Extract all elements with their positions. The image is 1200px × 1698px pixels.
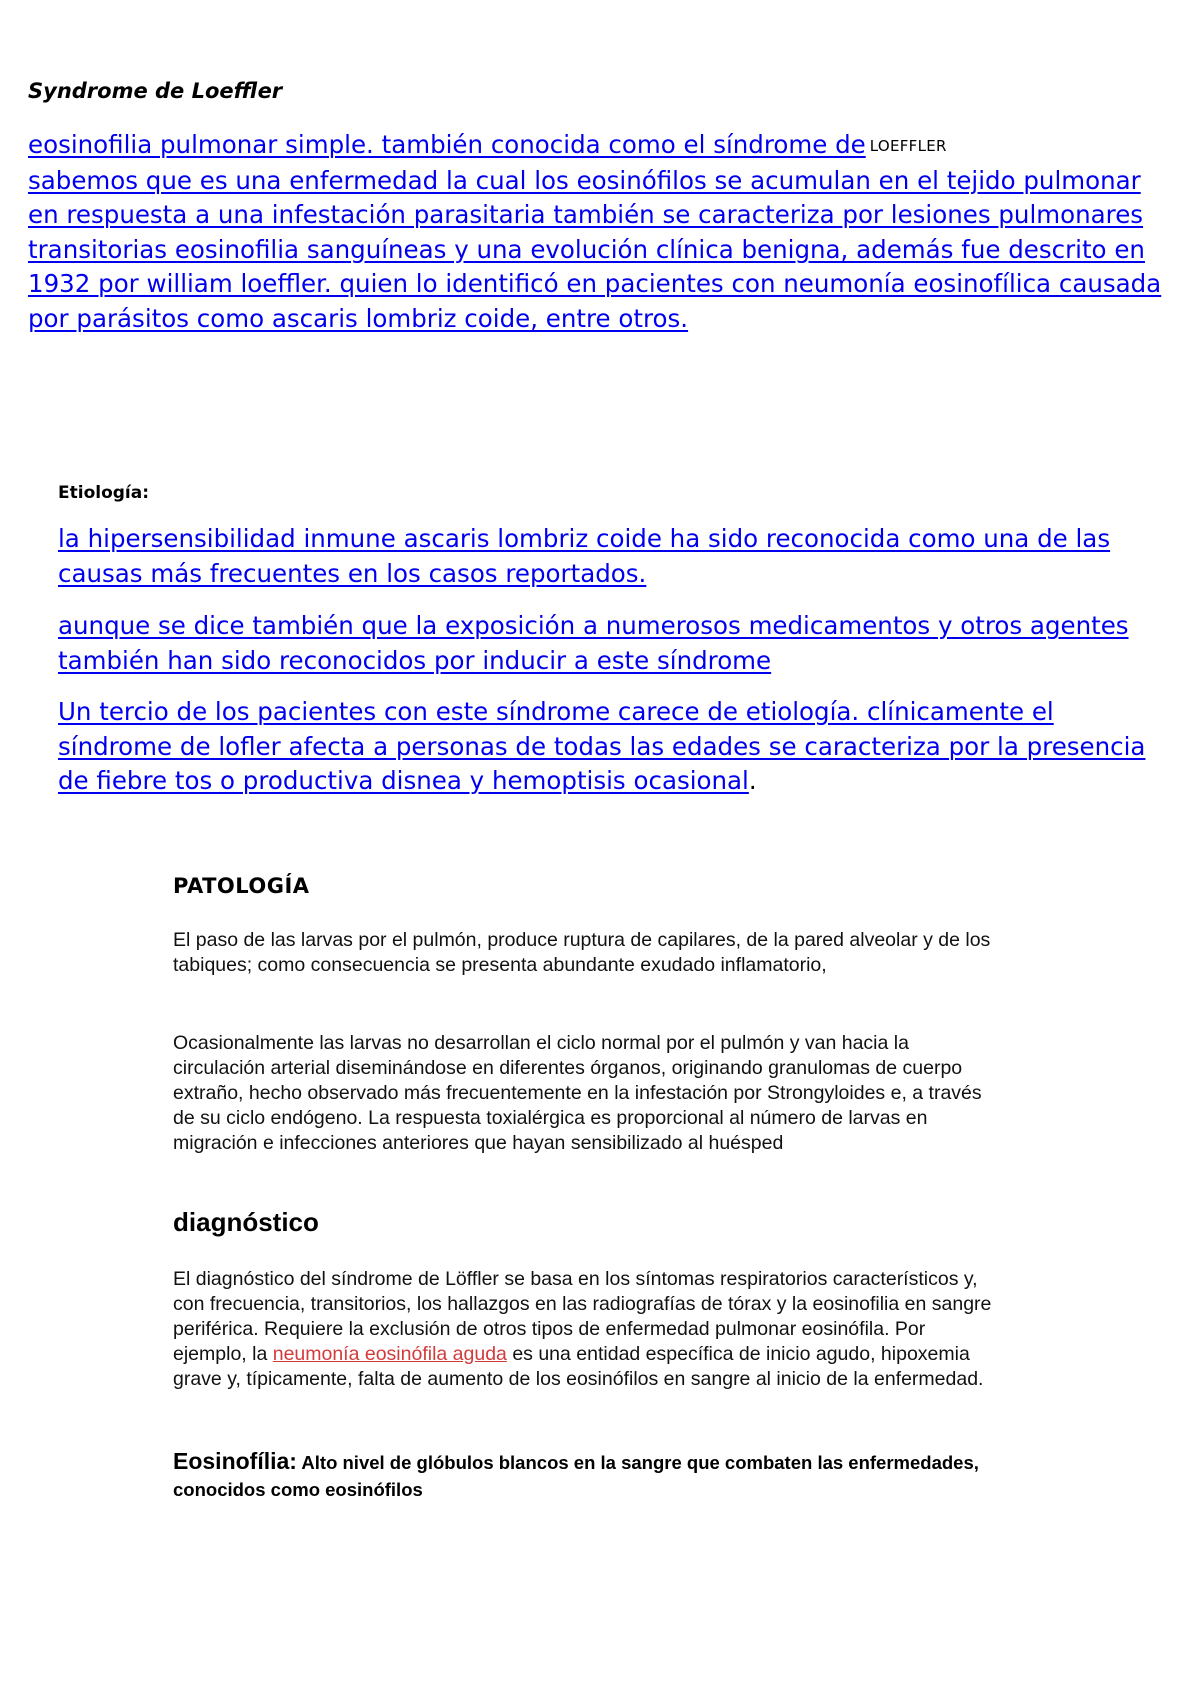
intro-paragraph <box>28 128 1168 336</box>
etiologia-link-2[interactable]: aunque se dice también que la exposición a numerosos medicamentos y otros agentes también han sido reconocidos por inducir a este síndrome <box>58 611 1129 675</box>
neumonia-eosinofila-link[interactable]: neumonía eosinófila aguda <box>272 1343 507 1365</box>
diagnostico-heading: diagnóstico <box>173 1207 319 1237</box>
etiologia-link-3[interactable]: Un tercio de los pacientes con este síndrome carece de etiología. clínicamente el síndrome de lofler afecta a personas de todas las edades se caracteriza por la presencia de fiebre tos o productiva disnea y hemoptisis ocasional <box>58 697 1146 795</box>
etiologia-heading: Etiología: <box>58 483 150 503</box>
etiologia-paragraph-1 <box>58 522 1168 591</box>
patologia-paragraph-1: El paso de las larvas por el pulmón, produce ruptura de capilares, de la pared alveolar y de los tabiques; como consecuencia se presenta abundante exudado inflamatorio, <box>173 929 991 976</box>
eosinofilia-definition-text: Alto nivel de glóbulos blancos en la sangre que combaten las enfermedades, conocidos como eosinófilos <box>173 1452 979 1500</box>
diagnostico-text-before: El diagnóstico del síndrome de Löffler se basa en los síntomas respiratorios característicos y, con frecuencia, transitorios, los hallazgos en las radiografías de tórax y la eosinofilia en sangre periférica. Requiere la exclusión de otros tipos de enfermedad pulmonar eosinófila. Por ejemplo, la <box>173 1268 992 1365</box>
intro-link-rest[interactable]: sabemos que es una enfermedad la cual los eosinófilos se acumulan en el tejido pulmonar en respuesta a una infestación parasitaria también se caracteriza por lesiones pulmonares transitorias eosinofilia sanguíneas y una evolución clínica benigna, además fue descrito en 1932 por william loeffler. quien lo identificó en pacientes con neumonía eosinofílica causada por parásitos como ascaris lombriz coide, entre otros. <box>28 165 1162 333</box>
document-title: Syndrome de Loeffler <box>28 79 283 103</box>
etiologia-period: . <box>748 766 757 795</box>
intro-caps-note: LOEFFLER <box>869 137 947 155</box>
etiologia-paragraph-3 <box>58 695 1168 799</box>
etiologia-paragraph-2 <box>58 609 1168 678</box>
etiologia-link-1[interactable]: la hipersensibilidad inmune ascaris lombriz coide ha sido reconocida como una de las causas más frecuentes en los casos reportados. <box>58 524 1111 588</box>
intro-link-line1[interactable]: eosinofilia pulmonar simple. también conocida como el síndrome de <box>28 130 866 159</box>
diagnostico-text-after: es una entidad específica de inicio agudo, hipoxemia grave y, típicamente, falta de aumento de los eosinófilos en sangre al inicio de la enfermedad. <box>173 1343 984 1390</box>
eosinofilia-term: Eosinofília: <box>173 1448 297 1474</box>
patologia-heading: PATOLOGÍA <box>173 874 310 898</box>
diagnostico-paragraph <box>173 1267 1003 1392</box>
eosinofilia-definition <box>173 1448 1003 1503</box>
patologia-paragraph-2: Ocasionalmente las larvas no desarrollan el ciclo normal por el pulmón y van hacia la circulación arterial diseminándose en diferentes órganos, originando granulomas de cuerpo extraño, hecho observado más frecuentemente en la infestación por Strongyloides e, a través de su ciclo endógeno. La respuesta toxialérgica es proporcional al número de larvas en migración e infecciones anteriores que hayan sensibilizado al huésped <box>173 1032 982 1154</box>
